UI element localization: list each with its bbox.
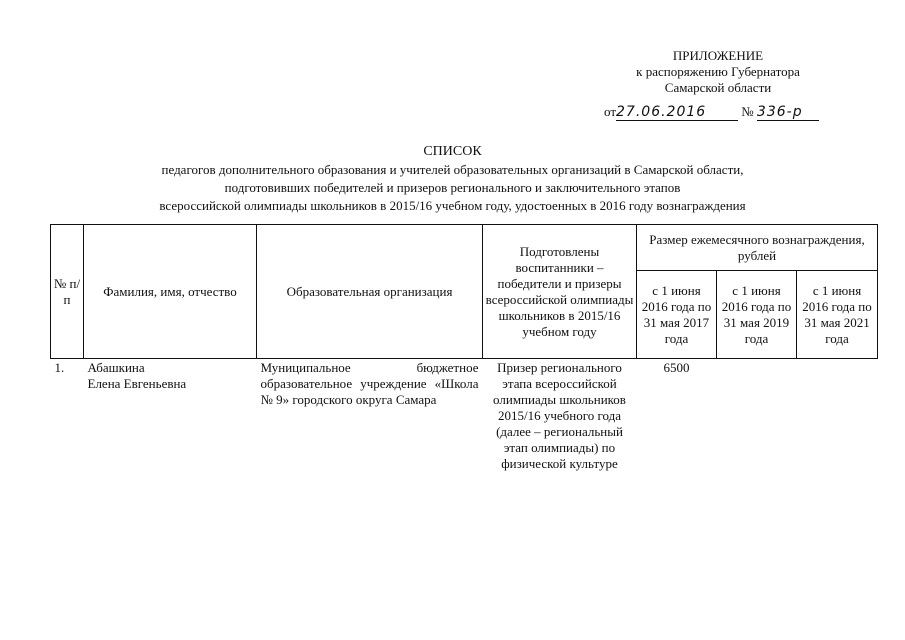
appendix-line-2: Самарской области (664, 80, 772, 95)
header-organization: Образовательная организация (257, 225, 483, 359)
header-period-3: с 1 июня 2016 года по 31 мая 2021 года (797, 271, 878, 359)
decree-date: 27.06.2016 (616, 104, 707, 120)
appendix-line-1: к распоряжению Губернатора (636, 64, 800, 79)
number-prefix: № (741, 104, 754, 119)
row-surname: Абашкина (87, 360, 145, 375)
appendix-block (588, 48, 848, 120)
decree-date-number (604, 104, 864, 121)
header-num: № п/п (51, 225, 84, 359)
header-name: Фамилия, имя, отчество (84, 225, 257, 359)
document-title: СПИСОК (423, 144, 482, 159)
header-period-2: с 1 июня 2016 года по 31 мая 2019 года (717, 271, 797, 359)
row-period-2 (717, 359, 797, 474)
header-prepared: Подготовлены воспитанники – победители и призеры всероссийской олимпиады школьников в 2015/16 учебном году (483, 225, 637, 359)
table-row (51, 359, 878, 474)
heading-line-2: подготовивших победителей и призеров регионального и заключительного этапов (224, 180, 681, 195)
date-prefix: от (604, 104, 617, 119)
awards-table (50, 224, 878, 473)
row-prepared: Призер регионального этапа всероссийской олимпиады школьников 2015/16 учебного года (далее – региональный этап олимпиады) по физической культуре (493, 360, 626, 471)
row-organization: Муниципальное бюджетное образовательное учреждение «Школа № 9» городского округа Самара (260, 360, 479, 407)
header-period-1: с 1 июня 2016 года по 31 мая 2017 года (637, 271, 717, 359)
row-period-1: 6500 (663, 360, 690, 375)
row-num: 1. (54, 360, 65, 375)
row-given-names: Елена Евгеньевна (87, 376, 187, 391)
heading-line-1: педагогов дополнительного образования и учителей образовательных организаций в Самарской области, (161, 162, 744, 177)
appendix-title: ПРИЛОЖЕНИЕ (672, 48, 764, 63)
document-heading (0, 143, 905, 215)
heading-line-3: всероссийской олимпиады школьников в 2015/16 учебном году, удостоенных в 2016 году вознаграждения (159, 198, 746, 213)
row-name (84, 359, 257, 474)
header-reward: Размер ежемесячного вознаграждения, рублей (637, 225, 878, 271)
decree-number: 336-р (756, 104, 803, 120)
row-period-3 (797, 359, 878, 474)
